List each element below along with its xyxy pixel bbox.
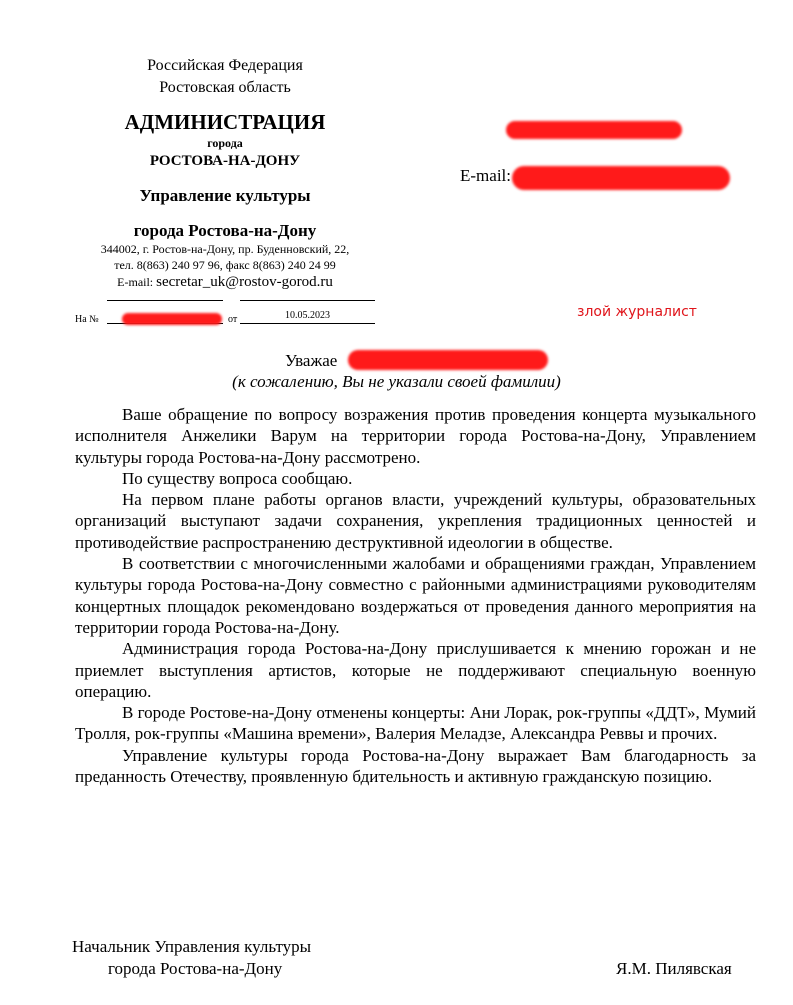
recipient-name-redaction	[506, 121, 682, 139]
salutation-note: (к сожалению, Вы не указали своей фамилии)	[232, 372, 561, 391]
phones-line: тел. 8(863) 240 97 96, факс 8(863) 240 24 99	[114, 258, 336, 272]
letterhead	[60, 55, 390, 291]
ref-date-line	[240, 323, 375, 324]
ref-date-label: от	[228, 314, 238, 325]
body-paragraph: В городе Ростове-на-Дону отменены концерты: Ани Лорак, рок-группы «ДДТ», Мумий Тролля, рок-группы «Машина времени», Валерия Меладзе, Александра Реввы и прочих.	[75, 703, 756, 744]
address-line: 344002, г. Ростов-на-Дону, пр. Буденновский, 22,	[100, 242, 350, 256]
body-paragraph: Управление культуры города Ростова-на-Дону выражает Вам благодарность за преданность Отечеству, проявленную бдительность и активную гражданскую позицию.	[75, 745, 756, 787]
salutation-name-redaction	[348, 350, 548, 370]
dept-line-1: Управление культуры	[139, 186, 311, 205]
admin-title: АДМИНИСТРАЦИЯ	[124, 110, 326, 134]
ref-date: 10.05.2023	[285, 310, 330, 321]
region-line: Ростовская область	[159, 79, 291, 96]
country-line: Российская Федерация	[147, 57, 303, 74]
signature-title-line-1: Начальник Управления культуры	[72, 937, 312, 956]
ref-top-line-right	[240, 300, 375, 301]
body-paragraph: Администрация города Ростова-на-Дону прислушивается к мнению горожан и не приемлет выступления артистов, которые не поддерживают специальную военную операцию.	[75, 639, 756, 701]
body-paragraph: В соответствии с многочисленными жалобами и обращениями граждан, Управлением культуры города Ростова-на-Дону совместно с районными администрациями руководителям концертных площадок рекомендовано воздержаться от проведения данного мероприятия на территории города Ростова-на-Дону.	[75, 554, 756, 637]
recipient-email-redaction	[512, 166, 730, 190]
recipient-email-label: E-mail:	[460, 166, 511, 185]
sender-email-value: secretar_uk@rostov-gorod.ru	[156, 274, 333, 290]
salutation: Уважае	[285, 351, 338, 370]
sender-email-label: E-mail:	[117, 275, 154, 289]
sender-email	[60, 273, 390, 291]
ref-number-label: На №	[75, 314, 99, 325]
letter-body	[75, 404, 756, 787]
red-annotation: злой журналист	[577, 304, 697, 320]
city-prefix: города	[207, 136, 243, 150]
ref-number-redaction	[122, 313, 222, 325]
signature-title-line-2: города Ростова-на-Дону	[108, 959, 283, 978]
body-paragraph: Ваше обращение по вопросу возражения против проведения концерта музыкального исполнителя Анжелики Варум на территории города Ростова-на-Дону, Управлением культуры города Ростова-на-Дону рассмотрено.	[75, 405, 756, 467]
dept-line-2: города Ростова-на-Дону	[133, 221, 317, 240]
body-paragraph: По существу вопроса сообщаю.	[122, 468, 353, 488]
city-name: РОСТОВА-НА-ДОНУ	[149, 153, 301, 169]
ref-top-line-left	[107, 300, 223, 301]
body-paragraph: На первом плане работы органов власти, учреждений культуры, образовательных организаций выступают задачи сохранения, укрепления традиционных ценностей и противодействие распространению деструктивной идеологии в обществе.	[75, 490, 756, 552]
signature-name: Я.М. Пилявская	[616, 959, 732, 978]
